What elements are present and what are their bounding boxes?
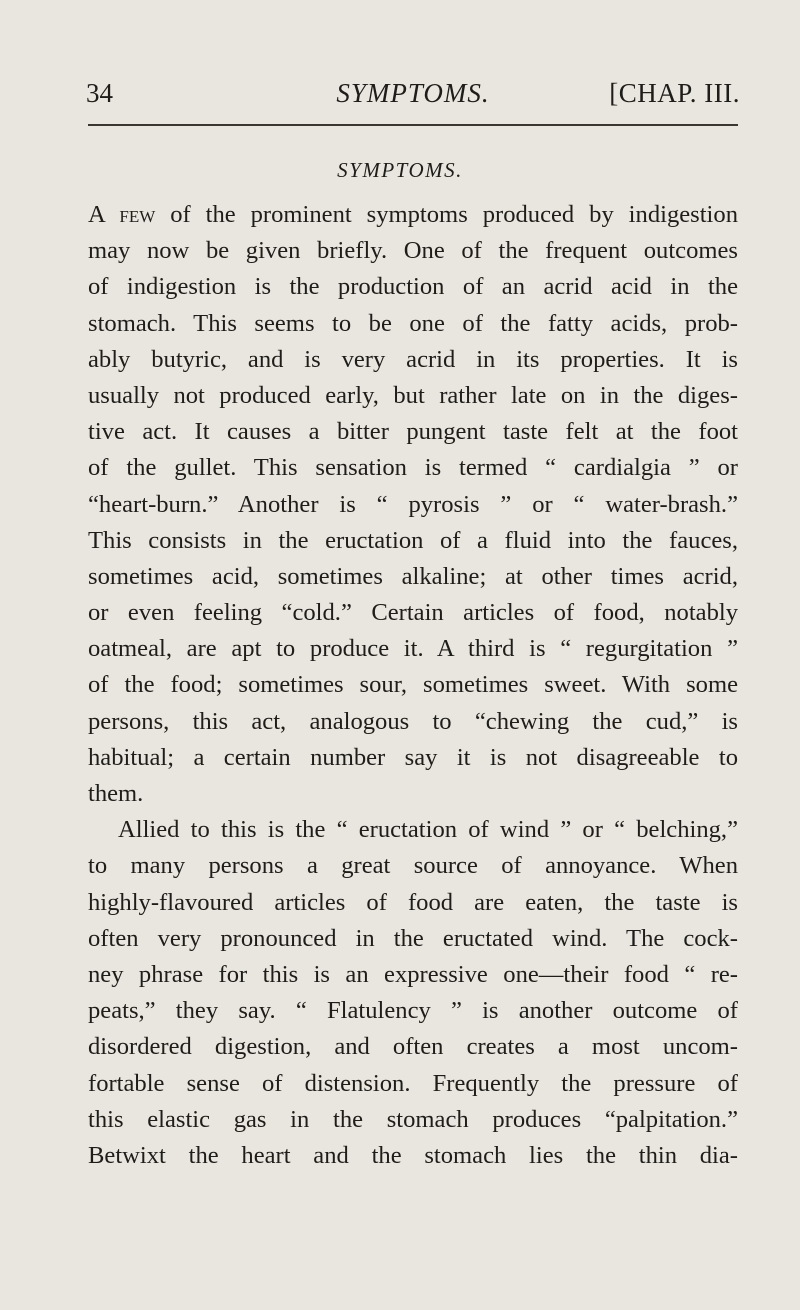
paragraph-1-line: This consists in the eructation of a fluid into the fauces, [88, 526, 738, 554]
body-text [88, 197, 738, 1174]
chapter-reference: [CHAP. III. [609, 78, 740, 108]
paragraph-1-line: tive act. It causes a bitter pungent taste felt at the foot [88, 418, 738, 446]
paragraph-2-line: disordered digestion, and often creates a most uncom- [88, 1033, 738, 1061]
paragraph-1-line: persons, this act, analogous to “chewing the cud,” is [88, 707, 738, 735]
paragraph-2-line: ney phrase for this is an expressive one—their food “ re- [88, 960, 738, 988]
page-number: 34 [86, 78, 113, 108]
paragraph-1-line: “heart-burn.” Another is “ pyrosis ” or “ water-brash.” [88, 490, 738, 518]
running-head [86, 78, 740, 118]
paragraph-1-line: or even feeling “cold.” Certain articles of food, notably [88, 599, 738, 627]
paragraph-1-line: habitual; a certain number say it is not disagreeable to [88, 743, 738, 771]
paragraph-1-line: stomach. This seems to be one of the fatty acids, prob- [88, 309, 738, 337]
header-rule [88, 124, 738, 126]
paragraph-1-line: them. [88, 780, 144, 807]
paragraph-1-line: of indigestion is the production of an acrid acid in the [88, 273, 738, 301]
paragraph-2-line: to many persons a great source of annoyance. When [88, 852, 738, 880]
paragraph-2-line: this elastic gas in the stomach produces “palpitation.” [88, 1105, 738, 1133]
paragraph-1-line-1 [88, 197, 738, 233]
paragraph-2-line: highly-flavoured articles of food are eaten, the taste is [88, 888, 738, 916]
drop-letter: A [88, 201, 105, 228]
paragraph-1-line: may now be given briefly. One of the frequent outcomes [88, 237, 738, 265]
line-text: of the prominent symptoms produced by indigestion [155, 201, 738, 228]
paragraph-1-line: sometimes acid, sometimes alkaline; at other times acrid, [88, 562, 738, 590]
running-title: SYMPTOMS. [336, 78, 490, 108]
paragraph-1-line: usually not produced early, but rather late on in the diges- [88, 381, 738, 409]
section-heading: SYMPTOMS. [337, 158, 463, 182]
paragraph-1-line: of the food; sometimes sour, sometimes sweet. With some [88, 671, 738, 699]
paragraph-1-line: ably butyric, and is very acrid in its properties. It is [88, 345, 738, 373]
paragraph-2-line: Betwixt the heart and the stomach lies the thin dia- [88, 1141, 738, 1169]
paragraph-2-line: fortable sense of distension. Frequently the pressure of [88, 1069, 738, 1097]
smallcaps-word: few [119, 201, 156, 228]
paragraph-1-line: oatmeal, are apt to produce it. A third is “ regurgitation ” [88, 635, 738, 663]
paragraph-1-line: of the gullet. This sensation is termed “ cardialgia ” or [88, 454, 738, 482]
paragraph-2-line: Allied to this is the “ eructation of wind ” or “ belching,” [118, 816, 738, 844]
paragraph-2-line: peats,” they say. “ Flatulency ” is another outcome of [88, 997, 738, 1025]
paragraph-2-line: often very pronounced in the eructated wind. The cock- [88, 924, 738, 952]
